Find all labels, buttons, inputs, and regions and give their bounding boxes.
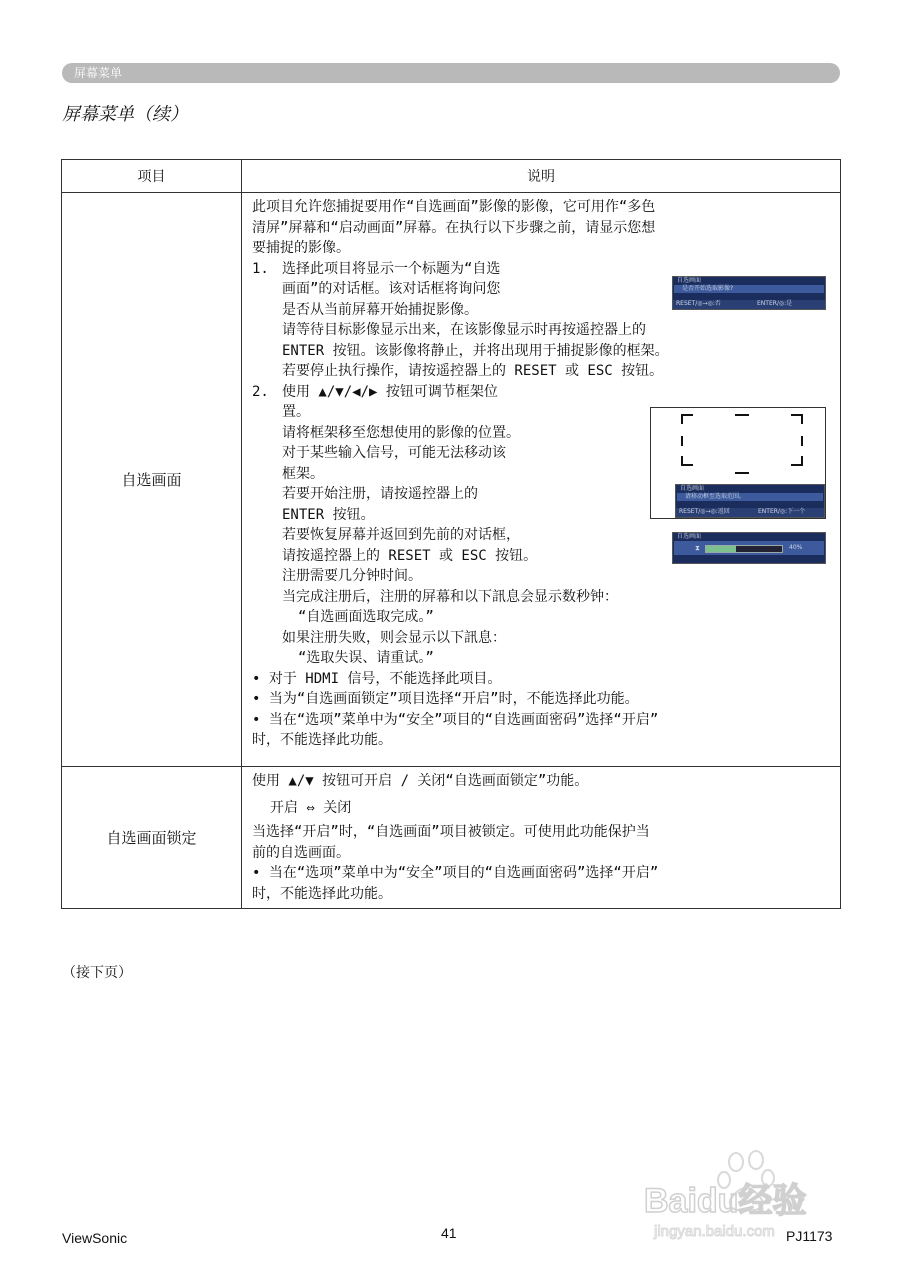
dialog-title: 自选画面 [677, 533, 702, 540]
step-line: 若要恢复屏幕并返回到先前的对话框， [282, 527, 520, 543]
hourglass-icon: ⧗ [695, 544, 700, 552]
step-line: ENTER 按钮。 [282, 506, 375, 523]
dialog-title: 自选画面 [677, 277, 702, 284]
fail-line: 如果注册失败，则会显示以下訊息： [282, 629, 506, 646]
frame-corner [681, 414, 693, 424]
step-number: 2. [252, 383, 269, 400]
description-cell [242, 767, 841, 909]
note-line: • 对于 HDMI 信号，不能选择此项目。 [252, 670, 502, 687]
intro-line: 清屏”屏幕和“启动画面”屏幕。在执行以下步骤之前，请显示您想 [252, 219, 656, 236]
footer-brand: ViewSonic [62, 1230, 128, 1246]
step-line: 选择此项目将显示一个标题为“自选 [282, 260, 501, 277]
step-line: ENTER 按钮。该影像将静止，并将出现用于捕捉影像的框架。 [282, 342, 669, 359]
frame-corner [791, 414, 803, 424]
watermark-url: jingyan.baidu.com [654, 1223, 775, 1240]
frame-corner [681, 436, 683, 446]
description-line: 前的自选画面。 [252, 844, 350, 861]
step-line: 若要开始注册，请按遥控器上的 [282, 486, 478, 502]
dialog-title: 自选画面 [680, 485, 705, 492]
dialog-reset-hint: RESET/◎→◎:否 [676, 300, 721, 307]
step-line: 置。 [282, 404, 310, 420]
step-line: 对于某些输入信号，可能无法移动该 [282, 445, 506, 461]
step-number: 1. [252, 260, 269, 277]
capture-frame-illustration [650, 407, 826, 519]
progress-dialog [672, 532, 826, 564]
paw-icon [640, 1150, 860, 1240]
continued-note: （接下页） [62, 965, 132, 981]
dialog-reset-hint: RESET/◎→◎:返回 [679, 508, 730, 515]
note-line: 时，不能选择此功能。 [252, 732, 392, 748]
progress-percent: 40% [789, 544, 803, 551]
step-line: 使用 ▲/▼/◀/▶ 按钮可调节框架位 [282, 383, 498, 400]
step-line: 框架。 [282, 465, 324, 482]
note-line: • 当在“选项”菜单中为“安全”项目的“自选画面密码”选择“开启” [252, 711, 659, 728]
step-line: 画面”的对话框。该对话框将询问您 [282, 281, 501, 297]
table-header-row [62, 160, 841, 193]
frame-dialog [675, 484, 825, 518]
note-line: • 当在“选项”菜单中为“安全”项目的“自选画面密码”选择“开启” [252, 865, 659, 881]
step-line: 当完成注册后，注册的屏幕和以下訊息会显示数秒钟： [282, 588, 618, 605]
item-my-screen-lock: 自选画面锁定 [62, 767, 242, 909]
frame-corner [791, 456, 803, 466]
progress-bar [705, 545, 783, 553]
frame-corner [681, 456, 693, 466]
message-complete: “自选画面选取完成。” [298, 609, 434, 625]
step-line: 请将框架移至您想使用的影像的位置。 [282, 424, 520, 441]
dialog-message: 请移动框至选取范围。 [677, 493, 823, 501]
dialog-message: 是否开始选取影像? [674, 285, 824, 293]
description-line: 使用 ▲/▼ 按钮可开启 / 关闭“自选画面锁定”功能。 [252, 773, 589, 789]
step-line: 注册需要几分钟时间。 [282, 568, 422, 584]
dialog-enter-hint: ENTER/◎:是 [757, 300, 793, 307]
frame-corner [801, 436, 803, 446]
progress-fill [706, 546, 736, 552]
description-line: 当选择“开启”时，“自选画面”项目被锁定。可使用此功能保护当 [252, 824, 650, 840]
toggle-options: 开启 ⇔ 关闭 [270, 799, 352, 816]
page-heading: 屏幕菜单（续） [62, 104, 188, 125]
intro-line: 此项目允许您捕捉要用作“自选画面”影像的影像，它可用作“多色 [252, 199, 656, 215]
note-line: • 当为“自选画面锁定”项目选择“开启”时，不能选择此功能。 [252, 691, 639, 707]
step-line: 是否从当前屏幕开始捕捉影像。 [282, 301, 478, 318]
note-line: 时，不能选择此功能。 [252, 885, 392, 902]
header-item: 项目 [62, 160, 242, 193]
intro-line: 要捕捉的影像。 [252, 240, 350, 256]
header-description: 说明 [242, 160, 841, 193]
item-my-screen: 自选画面 [62, 193, 242, 767]
capture-dialog [672, 276, 826, 310]
table-row [62, 767, 841, 909]
step-line: 若要停止执行操作，请按遥控器上的 RESET 或 ESC 按钮。 [282, 363, 664, 379]
page-number: 41 [441, 1225, 457, 1241]
footer-model: PJ1173 [786, 1228, 833, 1244]
step-line: 请按遥控器上的 RESET 或 ESC 按钮。 [282, 547, 538, 564]
message-failed: “选取失误、请重试。” [298, 650, 434, 666]
section-bar: 屏幕菜单 [62, 63, 840, 83]
watermark-text: Baidu经验 [644, 1182, 807, 1220]
frame-corner [735, 464, 749, 474]
frame-corner [735, 414, 749, 424]
step-line: 请等待目标影像显示出来，在该影像显示时再按遥控器上的 [282, 322, 646, 338]
dialog-enter-hint: ENTER/◎:下一个 [758, 508, 806, 515]
baidu-watermark-logo [640, 1150, 860, 1240]
